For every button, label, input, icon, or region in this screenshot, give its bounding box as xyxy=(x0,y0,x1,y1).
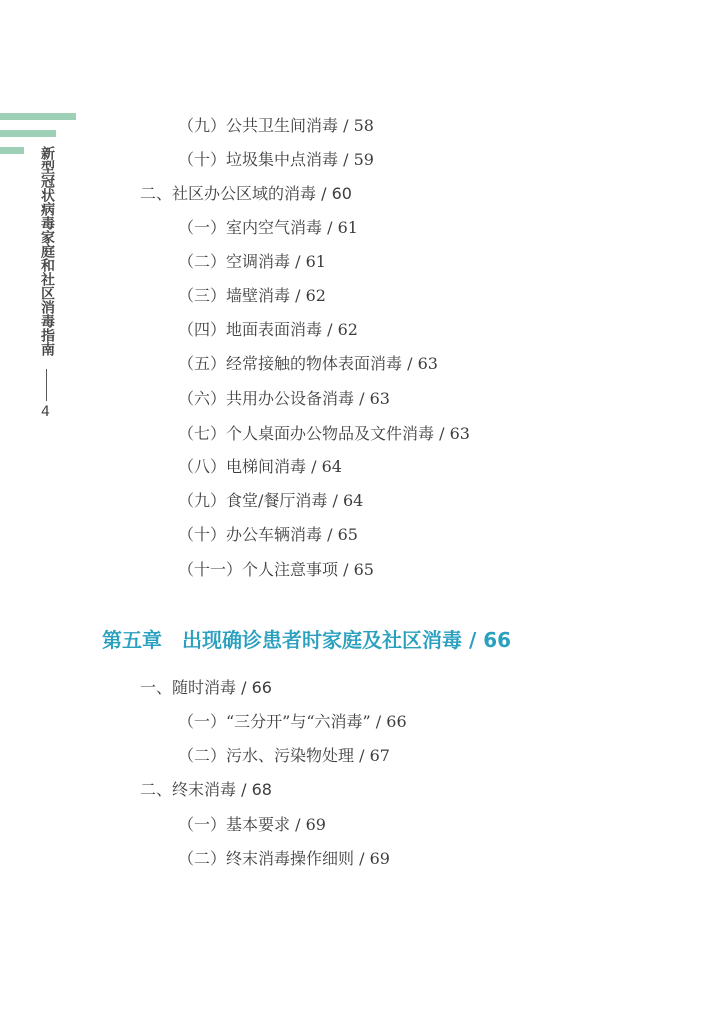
toc-section[interactable]: 二、终末消毒 / 68 xyxy=(140,780,272,799)
toc-entry[interactable]: （二）污水、污染物处理 / 67 xyxy=(178,746,390,765)
toc-entry[interactable]: （九）食堂/餐厅消毒 / 64 xyxy=(178,491,364,510)
running-book-title: 新型冠状病毒家庭和社区消毒指南 xyxy=(39,146,55,356)
toc-entry[interactable]: （二）终末消毒操作细则 / 69 xyxy=(178,849,390,868)
divider xyxy=(46,369,47,401)
toc-entry[interactable]: （一）室内空气消毒 / 61 xyxy=(178,218,358,237)
toc-entry[interactable]: （四）地面表面消毒 / 62 xyxy=(178,320,358,339)
toc-section[interactable]: 二、社区办公区域的消毒 / 60 xyxy=(140,184,352,203)
toc-entry[interactable]: （七）个人桌面办公物品及文件消毒 / 63 xyxy=(178,424,470,443)
toc-entry[interactable]: （六）共用办公设备消毒 / 63 xyxy=(178,389,390,408)
toc-section[interactable]: 一、随时消毒 / 66 xyxy=(140,678,272,697)
decorative-bar xyxy=(0,130,56,137)
toc-entry[interactable]: （五）经常接触的物体表面消毒 / 63 xyxy=(178,354,438,373)
toc-entry[interactable]: （十）办公车辆消毒 / 65 xyxy=(178,525,358,544)
chapter-heading[interactable]: 第五章 出现确诊患者时家庭及社区消毒 / 66 xyxy=(102,628,512,652)
toc-entry[interactable]: （一）“三分开”与“六消毒” / 66 xyxy=(178,712,407,731)
decorative-bar xyxy=(0,113,76,120)
toc-entry[interactable]: （八）电梯间消毒 / 64 xyxy=(178,457,342,476)
toc-entry[interactable]: （十）垃圾集中点消毒 / 59 xyxy=(178,150,374,169)
toc-entry[interactable]: （十一）个人注意事项 / 65 xyxy=(178,560,374,579)
toc-entry[interactable]: （一）基本要求 / 69 xyxy=(178,815,326,834)
toc-entry[interactable]: （九）公共卫生间消毒 / 58 xyxy=(178,116,374,135)
decorative-bar xyxy=(0,147,24,154)
toc-entry[interactable]: （二）空调消毒 / 61 xyxy=(178,252,326,271)
page-number: 4 xyxy=(41,404,50,420)
toc-entry[interactable]: （三）墙壁消毒 / 62 xyxy=(178,286,326,305)
